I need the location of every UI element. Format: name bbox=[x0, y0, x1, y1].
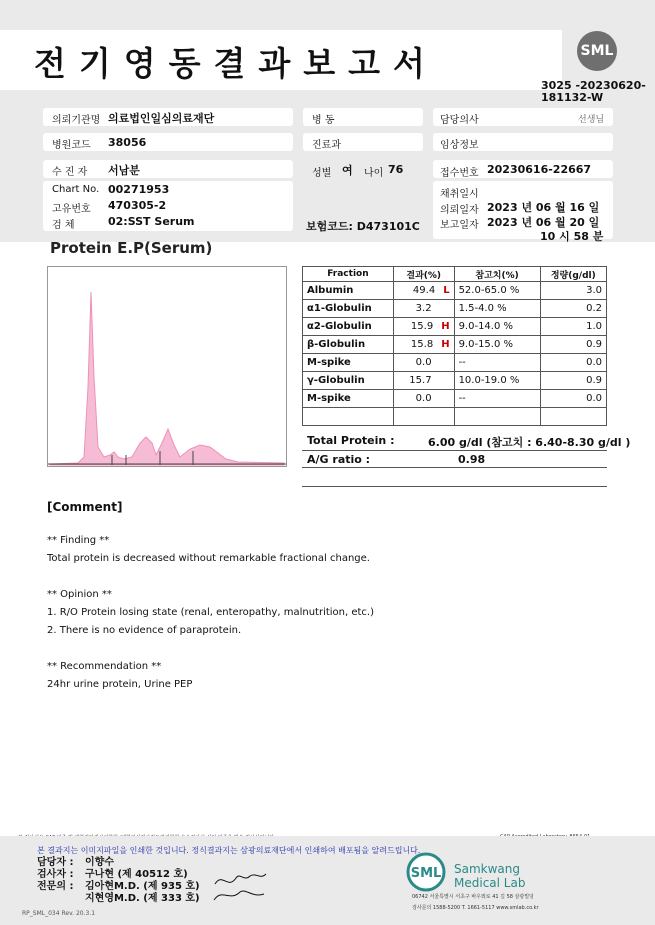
form-code: RP_SML_034 Rev. 20.3.1 bbox=[22, 910, 96, 917]
header-result: 결과(%) bbox=[393, 267, 454, 282]
fraction-name: Albumin bbox=[303, 282, 394, 300]
quantity-value: 0.9 bbox=[540, 336, 606, 354]
sml-logo: SML bbox=[577, 31, 617, 71]
patient-name: 서남분 bbox=[108, 164, 140, 177]
finding-title: ** Finding ** bbox=[47, 535, 110, 546]
result-value: 0.0 bbox=[415, 357, 432, 368]
reference-range: 10.0-19.0 % bbox=[454, 372, 540, 390]
fraction-name: γ-Globulin bbox=[303, 372, 394, 390]
reference-range: 9.0-15.0 % bbox=[454, 336, 540, 354]
flag-low: L bbox=[443, 285, 450, 296]
report-number-line1: 3025 -20230620- bbox=[541, 79, 646, 92]
quantity-value: 0.9 bbox=[540, 372, 606, 390]
comment-heading: [Comment] bbox=[47, 500, 123, 514]
staff-role: 검사자 : bbox=[37, 869, 74, 880]
table-row bbox=[303, 372, 607, 390]
table-row bbox=[303, 354, 607, 372]
fraction-name: M-spike bbox=[303, 390, 394, 408]
report-date: 2023 년 06 월 20 일 bbox=[487, 216, 600, 229]
reference-range: 9.0-14.0 % bbox=[454, 318, 540, 336]
svg-text:SML: SML bbox=[410, 866, 442, 881]
fraction-name: α1-Globulin bbox=[303, 300, 394, 318]
quantity-value: 0.2 bbox=[540, 300, 606, 318]
fraction-name: β-Globulin bbox=[303, 336, 394, 354]
report-time: 10 시 58 분 bbox=[540, 230, 604, 243]
report-number-line2: 181132-W bbox=[541, 91, 604, 104]
reference-range: -- bbox=[454, 390, 540, 408]
report-label: 보고일자 bbox=[440, 220, 479, 231]
dept-label: 진료과 bbox=[312, 140, 341, 151]
hospital-code-value: 38056 bbox=[108, 136, 147, 149]
table-row bbox=[303, 318, 607, 336]
lab-name bbox=[454, 862, 525, 890]
opinion-title: ** Opinion ** bbox=[47, 589, 112, 600]
finding-text: Total protein is decreased without remarkable fractional change. bbox=[47, 553, 370, 564]
ward-label: 병 동 bbox=[312, 115, 335, 126]
staff-role: 전문의 : bbox=[37, 881, 74, 892]
staff-name: 지현영M.D. (제 333 호) bbox=[85, 893, 200, 904]
specimen-value: 02:SST Serum bbox=[108, 215, 195, 228]
reference-range: 1.5-4.0 % bbox=[454, 300, 540, 318]
table-row bbox=[303, 390, 607, 408]
table-row bbox=[303, 282, 607, 300]
header-fraction: Fraction bbox=[303, 267, 394, 282]
results-table bbox=[302, 266, 607, 426]
report-number bbox=[541, 80, 651, 104]
institution-label: 의뢰기관명 bbox=[52, 115, 101, 126]
patient-label: 수 진 자 bbox=[52, 167, 88, 178]
table-row-empty bbox=[303, 408, 607, 426]
divider bbox=[302, 467, 607, 468]
specimen-label: 검 체 bbox=[52, 220, 75, 231]
result-value: 0.0 bbox=[415, 393, 432, 404]
flag-high: H bbox=[441, 321, 450, 332]
staff-name: 김아현M.D. (제 935 호) bbox=[85, 881, 200, 892]
recommendation-title: ** Recommendation ** bbox=[47, 661, 162, 672]
header-quantity: 정량(g/dl) bbox=[540, 267, 606, 282]
staff-name: 구나현 (제 40512 호) bbox=[85, 869, 188, 880]
receipt-value: 20230616-22667 bbox=[487, 163, 592, 176]
lab-name-line2: Medical Lab bbox=[454, 876, 526, 890]
fraction-name: M-spike bbox=[303, 354, 394, 372]
header-reference: 참고치(%) bbox=[454, 267, 540, 282]
divider bbox=[302, 450, 607, 451]
samkwang-logo-icon bbox=[406, 852, 450, 892]
staff-row bbox=[37, 869, 200, 881]
ag-ratio-label: A/G ratio : bbox=[307, 453, 371, 466]
total-protein-value: 6.00 g/dl (참고치 : 6.40-8.30 g/dl ) bbox=[428, 436, 631, 449]
section-title: Protein E.P(Serum) bbox=[50, 239, 213, 257]
chart-value: 00271953 bbox=[108, 183, 170, 196]
quantity-value: 0.0 bbox=[540, 390, 606, 408]
hospital-code-label: 병원코드 bbox=[52, 140, 91, 151]
institution-value: 의료법인일심의료재단 bbox=[108, 112, 215, 125]
reference-range: 52.0-65.0 % bbox=[454, 282, 540, 300]
staff-row bbox=[37, 893, 200, 905]
total-protein-label: Total Protein : bbox=[307, 434, 395, 447]
staff-role: 담당자 : bbox=[37, 857, 74, 868]
quantity-value: 0.0 bbox=[540, 354, 606, 372]
lab-address: 06742 서울특별시 서초구 바우뫼로 41 길 58 삼광빌딩 bbox=[412, 894, 534, 900]
result-value: 15.8 bbox=[410, 339, 434, 350]
result-value: 15.9 bbox=[410, 321, 434, 332]
result-value: 3.2 bbox=[415, 303, 432, 314]
lab-name-line1: Samkwang bbox=[454, 862, 520, 876]
table-row bbox=[303, 300, 607, 318]
divider bbox=[302, 486, 607, 487]
quantity-value: 3.0 bbox=[540, 282, 606, 300]
staff-name: 이향수 bbox=[85, 857, 114, 868]
doctor-value: 선생님 bbox=[578, 115, 605, 125]
flag-high: H bbox=[441, 339, 450, 350]
sex-value: 여 bbox=[342, 164, 353, 177]
report-title: 전기영동결과보고서 bbox=[34, 44, 438, 83]
ag-ratio-value: 0.98 bbox=[458, 453, 486, 466]
request-label: 의뢰일자 bbox=[440, 205, 479, 216]
lab-phone: 검사문의 1588-5200 T. 1661-5117 www.smlab.co.kr bbox=[412, 905, 539, 911]
receipt-label: 접수번호 bbox=[440, 168, 479, 179]
results-header-row bbox=[303, 267, 607, 282]
result-value: 49.4 bbox=[412, 285, 436, 296]
age-label: 나이 bbox=[364, 168, 384, 179]
electrophoresis-curve bbox=[48, 267, 286, 466]
id-label: 고유번호 bbox=[52, 204, 91, 215]
staff-row bbox=[37, 857, 200, 869]
chart-label: Chart No. bbox=[52, 184, 100, 195]
doctor-label: 담당의사 bbox=[440, 115, 479, 126]
electrophoresis-graph bbox=[47, 266, 287, 467]
fraction-name: α2-Globulin bbox=[303, 318, 394, 336]
collect-label: 채취일시 bbox=[440, 189, 479, 200]
id-value: 470305-2 bbox=[108, 199, 167, 212]
staff-row bbox=[37, 881, 200, 893]
signature-image bbox=[210, 866, 270, 904]
sex-label: 성별 bbox=[312, 168, 332, 179]
age-value: 76 bbox=[388, 163, 404, 176]
opinion-item-1: 1. R/O Protein losing state (renal, enteropathy, malnutrition, etc.) bbox=[47, 607, 375, 618]
reference-range: -- bbox=[454, 354, 540, 372]
notice-text: 본 결과지는 이미지파일을 인쇄한 것입니다. 정식결과지는 삼광의료재단에서 인쇄하여 배포됨을 알려드립니다. bbox=[37, 846, 421, 855]
request-date: 2023 년 06 월 16 일 bbox=[487, 201, 600, 214]
result-value: 15.7 bbox=[409, 375, 432, 386]
staff-block bbox=[37, 857, 200, 905]
insurance-code: 보험코드: D473101C bbox=[306, 220, 420, 233]
recommendation-text: 24hr urine protein, Urine PEP bbox=[47, 679, 193, 690]
table-row bbox=[303, 336, 607, 354]
quantity-value: 1.0 bbox=[540, 318, 606, 336]
clinical-info-label: 임상정보 bbox=[440, 140, 479, 151]
opinion-item-2: 2. There is no evidence of paraprotein. bbox=[47, 625, 242, 636]
